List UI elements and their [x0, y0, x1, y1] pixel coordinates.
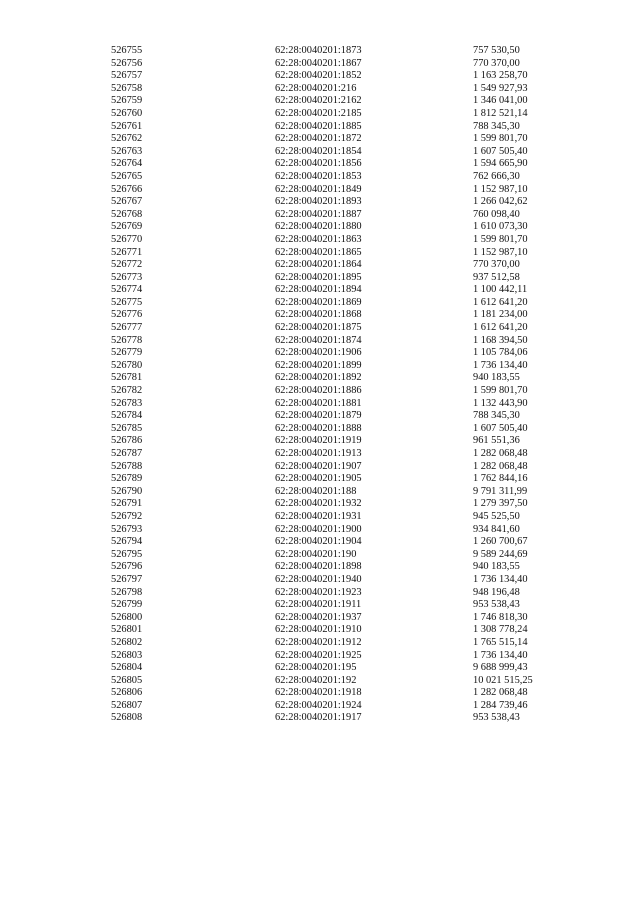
row-number-cell: 526788: [111, 460, 143, 472]
cadastral-number-cell: 62:28:0040201:1937: [275, 611, 362, 623]
row-number-cell: 526780: [111, 359, 143, 371]
table-row: [111, 322, 571, 335]
cadastral-value-cell: 1 765 515,14: [473, 636, 528, 648]
row-number-cell: 526798: [111, 586, 143, 598]
row-number-cell: 526770: [111, 233, 143, 245]
row-number-cell: 526796: [111, 561, 143, 573]
row-number-cell: 526803: [111, 649, 143, 661]
table-row: [111, 410, 571, 423]
cadastral-number-cell: 62:28:0040201:216: [275, 82, 357, 94]
cadastral-number-cell: 62:28:0040201:1852: [275, 70, 362, 82]
cadastral-value-cell: 1 132 443,90: [473, 397, 528, 409]
cadastral-value-cell: 1 736 134,40: [473, 649, 528, 661]
cadastral-value-cell: 1 599 801,70: [473, 133, 528, 145]
cadastral-number-cell: 62:28:0040201:1869: [275, 296, 362, 308]
table-row: [111, 108, 571, 121]
cadastral-number-cell: 62:28:0040201:1865: [275, 246, 362, 258]
table-row: [111, 435, 571, 448]
table-row: [111, 259, 571, 272]
cadastral-value-cell: 1 282 068,48: [473, 460, 528, 472]
cadastral-value-cell: 9 589 244,69: [473, 548, 528, 560]
row-number-cell: 526779: [111, 347, 143, 359]
table-row: [111, 272, 571, 285]
row-number-cell: 526786: [111, 435, 143, 447]
table-row: [111, 95, 571, 108]
table-row: [111, 524, 571, 537]
cadastral-number-cell: 62:28:0040201:1880: [275, 221, 362, 233]
cadastral-value-cell: 1 163 258,70: [473, 70, 528, 82]
table-row: [111, 700, 571, 713]
row-number-cell: 526790: [111, 485, 143, 497]
cadastral-value-cell: 1 100 442,11: [473, 284, 528, 296]
cadastral-value-cell: 770 370,00: [473, 259, 520, 271]
cadastral-value-cell: 1 282 068,48: [473, 448, 528, 459]
row-number-cell: 526771: [111, 246, 143, 258]
table-row: [111, 372, 571, 385]
cadastral-value-cell: 1 594 665,90: [473, 158, 528, 170]
table-row: [111, 561, 571, 574]
cadastral-number-cell: 62:28:0040201:1888: [275, 422, 362, 434]
cadastral-number-cell: 62:28:0040201:2185: [275, 107, 362, 119]
row-number-cell: 526782: [111, 385, 143, 397]
table-row: [111, 309, 571, 322]
cadastral-number-cell: 62:28:0040201:1912: [275, 636, 362, 648]
cadastral-number-cell: 62:28:0040201:1872: [275, 133, 362, 145]
cadastral-number-cell: 62:28:0040201:1853: [275, 170, 362, 182]
table-row: [111, 247, 571, 260]
table-row: [111, 133, 571, 146]
row-number-cell: 526808: [111, 712, 143, 724]
cadastral-number-cell: 62:28:0040201:1887: [275, 208, 362, 220]
cadastral-number-cell: 62:28:0040201:1868: [275, 309, 362, 321]
cadastral-number-cell: 62:28:0040201:1895: [275, 271, 362, 283]
row-number-cell: 526760: [111, 107, 143, 119]
table-row: [111, 650, 571, 663]
cadastral-value-cell: 1 607 505,40: [473, 145, 528, 157]
cadastral-value-cell: 1 152 987,10: [473, 183, 528, 195]
row-number-cell: 526778: [111, 334, 143, 346]
cadastral-number-cell: 62:28:0040201:1886: [275, 385, 362, 397]
cadastral-value-cell: 1 181 234,00: [473, 309, 528, 321]
cadastral-number-cell: 62:28:0040201:192: [275, 674, 357, 686]
row-number-cell: 526773: [111, 271, 143, 283]
row-number-cell: 526793: [111, 523, 143, 535]
cadastral-value-cell: 937 512,58: [473, 271, 520, 283]
cadastral-value-cell: 788 345,30: [473, 120, 520, 132]
table-row: [111, 221, 571, 234]
cadastral-number-cell: 62:28:0040201:1854: [275, 145, 362, 157]
cadastral-value-cell: 1 599 801,70: [473, 385, 528, 397]
cadastral-number-cell: 62:28:0040201:1885: [275, 120, 362, 132]
cadastral-number-cell: 62:28:0040201:1923: [275, 586, 362, 598]
cadastral-value-cell: 1 746 818,30: [473, 611, 528, 623]
cadastral-value-cell: 945 525,50: [473, 510, 520, 522]
row-number-cell: 526784: [111, 410, 143, 422]
table-row: [111, 624, 571, 637]
cadastral-number-cell: 62:28:0040201:1892: [275, 372, 362, 384]
cadastral-number-cell: 62:28:0040201:1893: [275, 196, 362, 208]
row-number-cell: 526769: [111, 221, 143, 233]
cadastral-number-cell: 62:28:0040201:1863: [275, 233, 362, 245]
cadastral-number-cell: 62:28:0040201:1911: [275, 599, 362, 611]
cadastral-number-cell: 62:28:0040201:1905: [275, 473, 362, 485]
cadastral-number-cell: 62:28:0040201:195: [275, 662, 357, 674]
cadastral-value-cell: 1 168 394,50: [473, 334, 528, 346]
table-row: [111, 184, 571, 197]
table-row: [111, 599, 571, 612]
cadastral-number-cell: 62:28:0040201:1940: [275, 573, 362, 585]
table-row: [111, 574, 571, 587]
row-number-cell: 526781: [111, 372, 143, 384]
cadastral-number-cell: 62:28:0040201:1904: [275, 536, 362, 548]
cadastral-number-cell: 62:28:0040201:1879: [275, 410, 362, 422]
cadastral-number-cell: 62:28:0040201:1924: [275, 699, 362, 711]
table-row: [111, 83, 571, 96]
row-number-cell: 526757: [111, 70, 143, 82]
row-number-cell: 526795: [111, 548, 143, 560]
cadastral-number-cell: 62:28:0040201:1898: [275, 561, 362, 573]
cadastral-value-cell: 961 551,36: [473, 435, 520, 447]
row-number-cell: 526755: [111, 45, 143, 56]
table-row: [111, 209, 571, 222]
table-row: [111, 398, 571, 411]
table-row: [111, 284, 571, 297]
row-number-cell: 526789: [111, 473, 143, 485]
row-number-cell: 526805: [111, 674, 143, 686]
cadastral-value-cell: 9 791 311,99: [473, 485, 528, 497]
cadastral-number-cell: 62:28:0040201:1919: [275, 435, 362, 447]
cadastral-value-cell: 1 612 641,20: [473, 322, 528, 334]
table-row: [111, 335, 571, 348]
row-number-cell: 526792: [111, 510, 143, 522]
cadastral-value-cell: 760 098,40: [473, 208, 520, 220]
cadastral-number-cell: 62:28:0040201:1875: [275, 322, 362, 334]
table-row: [111, 662, 571, 675]
cadastral-number-cell: 62:28:0040201:2162: [275, 95, 362, 107]
cadastral-value-cell: 948 196,48: [473, 586, 520, 598]
row-number-cell: 526764: [111, 158, 143, 170]
row-number-cell: 526799: [111, 599, 143, 611]
row-number-cell: 526804: [111, 662, 143, 674]
table-row: [111, 158, 571, 171]
table-row: [111, 448, 571, 461]
cadastral-number-cell: 62:28:0040201:1873: [275, 45, 362, 56]
row-number-cell: 526766: [111, 183, 143, 195]
cadastral-value-cell: 1 152 987,10: [473, 246, 528, 258]
cadastral-number-cell: 62:28:0040201:1918: [275, 687, 362, 699]
row-number-cell: 526768: [111, 208, 143, 220]
cadastral-value-cell: 1 308 778,24: [473, 624, 528, 636]
cadastral-value-cell: 1 736 134,40: [473, 573, 528, 585]
cadastral-number-cell: 62:28:0040201:188: [275, 485, 357, 497]
row-number-cell: 526775: [111, 296, 143, 308]
cadastral-value-table: [111, 45, 571, 725]
row-number-cell: 526762: [111, 133, 143, 145]
table-row: [111, 347, 571, 360]
cadastral-number-cell: 62:28:0040201:1931: [275, 510, 362, 522]
cadastral-value-cell: 1 549 927,93: [473, 82, 528, 94]
cadastral-value-cell: 1 260 700,67: [473, 536, 528, 548]
table-row: [111, 712, 571, 725]
cadastral-value-cell: 1 607 505,40: [473, 422, 528, 434]
cadastral-value-cell: 1 282 068,48: [473, 687, 528, 699]
cadastral-value-cell: 1 612 641,20: [473, 296, 528, 308]
cadastral-value-cell: 953 538,43: [473, 599, 520, 611]
table-row: [111, 360, 571, 373]
cadastral-number-cell: 62:28:0040201:1864: [275, 259, 362, 271]
cadastral-value-cell: 1 105 784,06: [473, 347, 528, 359]
cadastral-value-cell: 1 762 844,16: [473, 473, 528, 485]
row-number-cell: 526794: [111, 536, 143, 548]
table-row: [111, 70, 571, 83]
row-number-cell: 526785: [111, 422, 143, 434]
row-number-cell: 526759: [111, 95, 143, 107]
row-number-cell: 526801: [111, 624, 143, 636]
cadastral-value-cell: 940 183,55: [473, 372, 520, 384]
cadastral-number-cell: 62:28:0040201:1849: [275, 183, 362, 195]
cadastral-value-cell: 1 812 521,14: [473, 107, 528, 119]
cadastral-number-cell: 62:28:0040201:1913: [275, 448, 362, 459]
cadastral-value-cell: 9 688 999,43: [473, 662, 528, 674]
row-number-cell: 526772: [111, 259, 143, 271]
row-number-cell: 526761: [111, 120, 143, 132]
table-row: [111, 234, 571, 247]
row-number-cell: 526806: [111, 687, 143, 699]
cadastral-value-cell: 788 345,30: [473, 410, 520, 422]
cadastral-number-cell: 62:28:0040201:1900: [275, 523, 362, 535]
cadastral-number-cell: 62:28:0040201:1906: [275, 347, 362, 359]
cadastral-number-cell: 62:28:0040201:1917: [275, 712, 362, 724]
row-number-cell: 526802: [111, 636, 143, 648]
row-number-cell: 526800: [111, 611, 143, 623]
table-row: [111, 536, 571, 549]
table-row: [111, 385, 571, 398]
table-row: [111, 171, 571, 184]
cadastral-value-cell: 953 538,43: [473, 712, 520, 724]
table-row: [111, 612, 571, 625]
cadastral-number-cell: 62:28:0040201:1932: [275, 498, 362, 510]
cadastral-value-cell: 770 370,00: [473, 57, 520, 69]
row-number-cell: 526776: [111, 309, 143, 321]
cadastral-value-cell: 10 021 515,25: [473, 674, 533, 686]
table-row: [111, 121, 571, 134]
table-row: [111, 637, 571, 650]
cadastral-number-cell: 62:28:0040201:1899: [275, 359, 362, 371]
table-row: [111, 486, 571, 499]
row-number-cell: 526774: [111, 284, 143, 296]
row-number-cell: 526791: [111, 498, 143, 510]
cadastral-number-cell: 62:28:0040201:1907: [275, 460, 362, 472]
cadastral-number-cell: 62:28:0040201:1894: [275, 284, 362, 296]
row-number-cell: 526807: [111, 699, 143, 711]
cadastral-value-cell: 762 666,30: [473, 170, 520, 182]
table-row: [111, 58, 571, 71]
cadastral-number-cell: 62:28:0040201:1856: [275, 158, 362, 170]
cadastral-value-cell: 1 279 397,50: [473, 498, 528, 510]
cadastral-number-cell: 62:28:0040201:1910: [275, 624, 362, 636]
cadastral-number-cell: 62:28:0040201:190: [275, 548, 357, 560]
cadastral-value-cell: 1 610 073,30: [473, 221, 528, 233]
cadastral-number-cell: 62:28:0040201:1874: [275, 334, 362, 346]
row-number-cell: 526783: [111, 397, 143, 409]
table-row: [111, 675, 571, 688]
row-number-cell: 526767: [111, 196, 143, 208]
row-number-cell: 526756: [111, 57, 143, 69]
cadastral-value-cell: 1 266 042,62: [473, 196, 528, 208]
table-row: [111, 146, 571, 159]
cadastral-value-cell: 757 530,50: [473, 45, 520, 56]
table-row: [111, 473, 571, 486]
row-number-cell: 526797: [111, 573, 143, 585]
cadastral-value-cell: 934 841,60: [473, 523, 520, 535]
table-row: [111, 511, 571, 524]
row-number-cell: 526777: [111, 322, 143, 334]
cadastral-value-cell: 1 599 801,70: [473, 233, 528, 245]
table-row: [111, 196, 571, 209]
cadastral-value-cell: 940 183,55: [473, 561, 520, 573]
cadastral-number-cell: 62:28:0040201:1925: [275, 649, 362, 661]
row-number-cell: 526787: [111, 448, 143, 459]
row-number-cell: 526765: [111, 170, 143, 182]
cadastral-number-cell: 62:28:0040201:1867: [275, 57, 362, 69]
cadastral-value-cell: 1 284 739,46: [473, 699, 528, 711]
table-row: [111, 297, 571, 310]
cadastral-number-cell: 62:28:0040201:1881: [275, 397, 362, 409]
table-row: [111, 498, 571, 511]
table-row: [111, 45, 571, 58]
cadastral-value-cell: 1 346 041,00: [473, 95, 528, 107]
table-row: [111, 687, 571, 700]
cadastral-value-cell: 1 736 134,40: [473, 359, 528, 371]
table-row: [111, 587, 571, 600]
row-number-cell: 526763: [111, 145, 143, 157]
row-number-cell: 526758: [111, 82, 143, 94]
table-row: [111, 423, 571, 436]
table-row: [111, 549, 571, 562]
table-row: [111, 461, 571, 474]
